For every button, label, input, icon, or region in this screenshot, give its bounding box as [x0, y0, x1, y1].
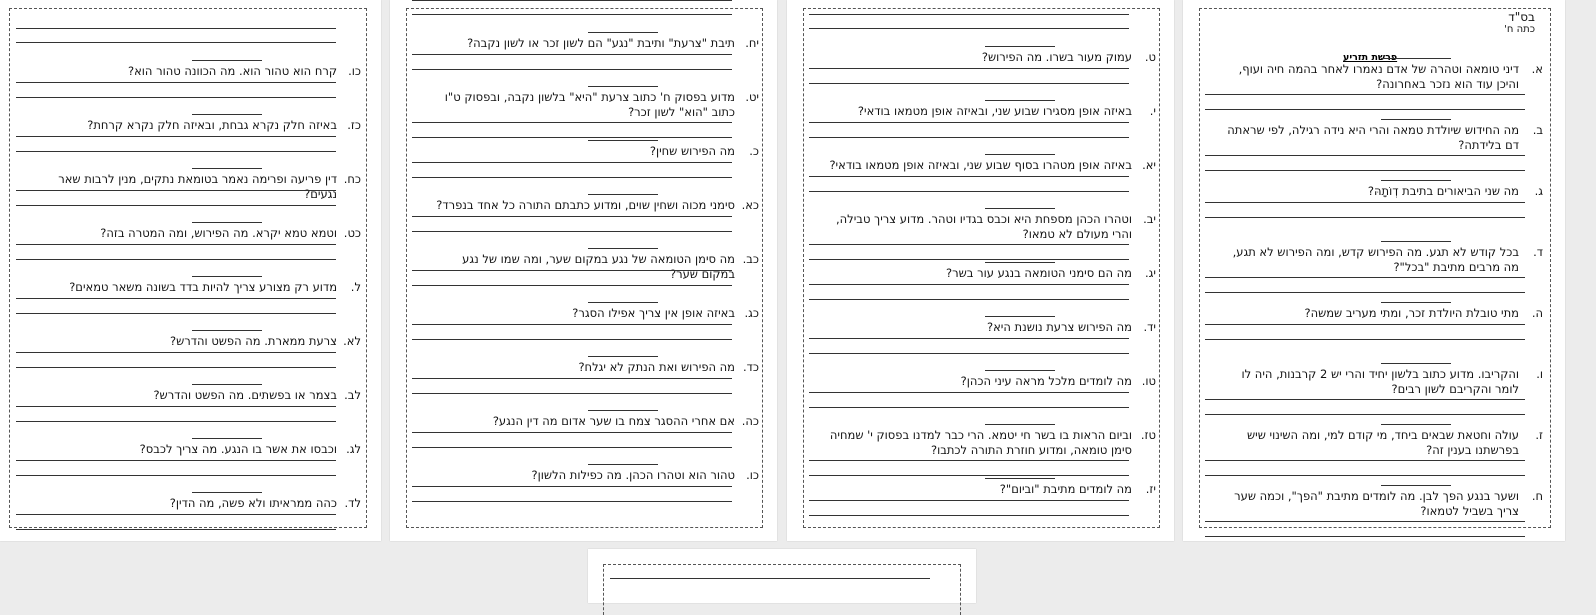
answer-line[interactable]: [192, 384, 262, 385]
question-item: [26, 64, 361, 79]
question-number: י.: [1149, 104, 1156, 118]
answer-line[interactable]: [412, 0, 732, 1]
answer-line[interactable]: [1381, 241, 1451, 242]
answer-line[interactable]: [412, 177, 732, 178]
question-text: מתי טובלת היולדת זכר, ומתי מעריב שמשה?: [1304, 306, 1519, 320]
question-number: יג.: [1145, 266, 1156, 280]
question-item: [424, 144, 759, 159]
question-item: [821, 104, 1156, 119]
question-item: [1213, 306, 1543, 321]
question-text: דיני טומאה וטהרה של אדם נאמרו לאחר בהמה חיה ועוף, והיכן עוד הוא נזכר באחרונה?: [1238, 62, 1519, 91]
answer-line[interactable]: [192, 492, 262, 493]
question-text: באיזה חלק נקרא גבחת, ובאיזה חלק נקרא קרחת?: [87, 118, 337, 132]
question-text: באיזה אופן אין צריך אפילו הסגר?: [572, 306, 735, 320]
question-number: יב.: [1143, 212, 1156, 226]
question-text: מה הפירוש צרעת נושנת היא?: [987, 320, 1132, 334]
answer-line[interactable]: [412, 432, 732, 433]
answer-line[interactable]: [412, 122, 732, 123]
question-item: [26, 280, 361, 295]
question-item: [821, 320, 1156, 335]
worksheet-page-4: [0, 0, 381, 541]
question-number: לג.: [346, 442, 361, 456]
question-number: טו.: [1141, 374, 1156, 388]
answer-line[interactable]: [1205, 475, 1525, 476]
worksheet-page-2: [787, 0, 1174, 541]
question-number: כב.: [742, 252, 759, 266]
question-text: והקריבו. מדוע כתוב בלשון יחיד והרי יש 2 קרבנות, היה לו לומר והקריבם לשון רבים?: [1241, 367, 1519, 396]
answer-line[interactable]: [1205, 339, 1525, 340]
question-item: [821, 482, 1156, 497]
answer-line[interactable]: [192, 114, 262, 115]
answer-line[interactable]: [1381, 424, 1451, 425]
answer-line[interactable]: [16, 421, 336, 422]
question-item: [424, 36, 759, 51]
answer-line[interactable]: [809, 407, 1129, 408]
question-text: תיבת "צרעת" ותיבת "נגע" הם לשון זכר או לשון נקבה?: [467, 36, 735, 50]
question-number: לד.: [344, 496, 361, 510]
question-item: [1213, 123, 1543, 153]
question-item: [26, 226, 361, 241]
answer-line[interactable]: [1381, 363, 1451, 364]
answer-line[interactable]: [412, 14, 732, 15]
answer-line[interactable]: [809, 137, 1129, 138]
answer-line[interactable]: [16, 82, 336, 83]
answer-line[interactable]: [809, 460, 1129, 461]
answer-line[interactable]: [192, 438, 262, 439]
answer-line[interactable]: [588, 302, 658, 303]
answer-line[interactable]: [985, 154, 1055, 155]
answer-line[interactable]: [985, 424, 1055, 425]
answer-line[interactable]: [16, 460, 336, 461]
answer-line[interactable]: [192, 222, 262, 223]
answer-line[interactable]: [809, 284, 1129, 285]
answer-line[interactable]: [1205, 414, 1525, 415]
question-item: [424, 252, 759, 282]
question-text: מה לומדים מלכל מראה עיני הכהן?: [960, 374, 1132, 388]
question-number: יט.: [745, 90, 759, 104]
question-item: [424, 414, 759, 429]
answer-line[interactable]: [809, 14, 1129, 15]
question-item: [1213, 245, 1543, 275]
answer-line[interactable]: [809, 299, 1129, 300]
question-number: לב.: [344, 388, 361, 402]
answer-line[interactable]: [809, 353, 1129, 354]
answer-line[interactable]: [985, 262, 1055, 263]
question-text: סימני מכוה ושחין שוים, ומדוע כתבתם התורה כל אחד בנפרד?: [436, 198, 735, 212]
question-text: מה הפירוש שחין?: [649, 144, 735, 158]
question-number: ג.: [1534, 184, 1543, 198]
answer-line[interactable]: [412, 231, 732, 232]
answer-line[interactable]: [16, 205, 336, 206]
question-item: [424, 90, 759, 120]
question-item: [1213, 428, 1543, 458]
question-number: כט.: [343, 226, 361, 240]
page-border: [603, 564, 961, 615]
question-number: כה.: [741, 414, 759, 428]
question-text: וביום הראות בו בשר חי יטמא. הרי כבר למדנו בפסוק י' שמחיה סימן טומאה, ומדוע חוזרת התורה לכתבו?: [829, 428, 1132, 457]
question-number: ל.: [350, 280, 361, 294]
question-number: יד.: [1143, 320, 1156, 334]
answer-line[interactable]: [588, 86, 658, 87]
answer-line[interactable]: [1205, 399, 1525, 400]
answer-line[interactable]: [809, 392, 1129, 393]
question-item: [1213, 489, 1543, 519]
answer-line[interactable]: [985, 100, 1055, 101]
answer-line[interactable]: [588, 194, 658, 195]
question-number: ב.: [1532, 123, 1543, 137]
answer-line[interactable]: [1205, 277, 1525, 278]
answer-line[interactable]: [16, 352, 336, 353]
answer-line[interactable]: [192, 60, 262, 61]
question-text: ושער בנגע הפך לבן. מה לומדים מתיבת "הפך", וכמה שער צריך בשביל לטמאו?: [1234, 489, 1519, 518]
parsha-title: פרשת תזריע: [1343, 52, 1398, 63]
answer-line[interactable]: [588, 140, 658, 141]
worksheet-page-3: [390, 0, 777, 541]
question-number: כג.: [744, 306, 759, 320]
answer-line[interactable]: [412, 54, 732, 55]
answer-line[interactable]: [16, 298, 336, 299]
answer-line[interactable]: [16, 151, 336, 152]
question-text: באיזה אופן מסגירו שבוע שני, ובאיזה אופן מטמאו בודאי?: [857, 104, 1132, 118]
answer-line[interactable]: [1381, 58, 1451, 59]
question-item: [821, 212, 1156, 242]
question-text: וטהרו הכהן מספחת היא וכבס בגדיו וטהר. מדוע צריך טבילה, והרי מעולם לא טמאו?: [836, 212, 1132, 241]
answer-line[interactable]: [16, 97, 336, 98]
answer-line[interactable]: [588, 464, 658, 465]
answer-line[interactable]: [16, 367, 336, 368]
answer-line[interactable]: [809, 338, 1129, 339]
question-item: [1213, 184, 1543, 199]
answer-line[interactable]: [1205, 324, 1525, 325]
answer-line[interactable]: [412, 486, 732, 487]
question-text: עולה וחטאת שבאים ביחד, מי קודם למי, ומה השינוי שיש בפרשתנו בענין זה?: [1246, 428, 1519, 457]
question-item: [821, 428, 1156, 458]
question-text: מה סימן הטומאה של נגע במקום שער, ומה שמו של נגע במקום שער?: [462, 252, 735, 281]
question-text: בכל קודש לא תגע. מה הפירוש קדש, ומה הפירוש לא תגע, מה מרבים מתיבת "בכל"?: [1232, 245, 1519, 274]
question-item: [821, 50, 1156, 65]
question-text: וטמא טמא יקרא. מה הפירוש, ומה המטרה בזה?: [100, 226, 337, 240]
answer-line[interactable]: [985, 208, 1055, 209]
answer-line[interactable]: [985, 46, 1055, 47]
question-number: יז.: [1145, 482, 1156, 496]
answer-line[interactable]: [809, 122, 1129, 123]
question-text: וכבסו את אשר בו הנגע. מה צריך לכבס?: [139, 442, 337, 456]
question-number: א.: [1531, 62, 1543, 76]
answer-line[interactable]: [192, 330, 262, 331]
answer-line[interactable]: [809, 500, 1129, 501]
question-text: בצמר או בפשתים. מה הפשט והדרש?: [153, 388, 337, 402]
answer-line[interactable]: [1381, 119, 1451, 120]
answer-line[interactable]: [16, 406, 336, 407]
question-number: ז.: [1535, 428, 1543, 442]
answer-line[interactable]: [809, 191, 1129, 192]
answer-line[interactable]: [16, 475, 336, 476]
answer-line[interactable]: [809, 515, 1129, 516]
answer-line[interactable]: [412, 162, 732, 163]
question-item: [26, 118, 361, 133]
question-text: באיזה אופן מטהרו בסוף שבוע שני, ובאיזה אופן מטמאו בודאי?: [829, 158, 1132, 172]
question-text: כהה ממראיתו ולא פשה, מה הדין?: [169, 496, 337, 510]
question-number: כח.: [343, 172, 361, 186]
question-item: [821, 374, 1156, 389]
answer-line[interactable]: [1381, 180, 1451, 181]
question-text: מה החידוש שיולדת טמאה והרי היא נידה רגילה, לפי שראתה דם בלידתה?: [1227, 123, 1519, 152]
answer-line[interactable]: [588, 356, 658, 357]
answer-line: [610, 578, 930, 579]
question-item: [424, 198, 759, 213]
question-number: כו.: [746, 468, 759, 482]
question-text: מה שני הביאורים בתיבת דְוֹתָהּ?: [1367, 184, 1519, 198]
question-text: טהור הוא וטהרו הכהן. מה כפילות הלשון?: [531, 468, 735, 482]
question-number: ט.: [1144, 50, 1156, 64]
answer-line[interactable]: [16, 259, 336, 260]
question-item: [424, 360, 759, 375]
answer-line[interactable]: [985, 478, 1055, 479]
answer-line[interactable]: [809, 176, 1129, 177]
question-text: צרעת ממארת. מה הפשט והדרש?: [170, 334, 337, 348]
answer-line[interactable]: [16, 244, 336, 245]
question-number: ה.: [1531, 306, 1543, 320]
question-number: ח.: [1531, 489, 1543, 503]
answer-line[interactable]: [16, 136, 336, 137]
worksheet-page-1: [1183, 0, 1565, 541]
answer-line[interactable]: [192, 168, 262, 169]
question-number: יח.: [745, 36, 759, 50]
question-number: כד.: [742, 360, 759, 374]
answer-line[interactable]: [1205, 217, 1525, 218]
bsd-header: בס"ד: [1508, 10, 1535, 24]
answer-line[interactable]: [412, 69, 732, 70]
question-number: כא.: [741, 198, 759, 212]
question-item: [821, 266, 1156, 281]
answer-line[interactable]: [588, 410, 658, 411]
question-number: טז.: [1140, 428, 1156, 442]
question-number: כז.: [347, 118, 361, 132]
answer-line[interactable]: [1205, 155, 1525, 156]
question-item: [1213, 367, 1543, 397]
answer-line[interactable]: [412, 447, 732, 448]
answer-line[interactable]: [412, 339, 732, 340]
answer-line[interactable]: [412, 216, 732, 217]
grade-label: כתה ח': [1504, 24, 1535, 35]
question-item: [26, 442, 361, 457]
question-number: ו.: [1536, 367, 1543, 381]
answer-line[interactable]: [809, 83, 1129, 84]
answer-line[interactable]: [1205, 109, 1525, 110]
question-text: מה הם סימני הטומאה בנגע עור בשר?: [946, 266, 1132, 280]
answer-line[interactable]: [985, 316, 1055, 317]
question-text: דין פריעה ופרימה נאמר בטומאת נתקים, מנין לרבות שאר נגעים?: [58, 172, 337, 201]
worksheet-page-5: [588, 549, 976, 603]
answer-line[interactable]: [809, 244, 1129, 245]
answer-line[interactable]: [1205, 292, 1525, 293]
question-text: עמוק מעור בשרו. מה הפירוש?: [981, 50, 1132, 64]
answer-line[interactable]: [192, 276, 262, 277]
question-item: [1213, 62, 1543, 92]
answer-line[interactable]: [809, 28, 1129, 29]
question-text: קרח הוא טהור הוא. מה הכוונה טהור הוא?: [127, 64, 337, 78]
question-number: כו.: [348, 64, 361, 78]
answer-line[interactable]: [1205, 170, 1525, 171]
answer-line[interactable]: [412, 324, 732, 325]
answer-line[interactable]: [412, 285, 732, 286]
question-text: מדוע רק מצורע צריך להיות בדד בשונה משאר טמאים?: [69, 280, 337, 294]
question-text: מדוע בפסוק ח' כתוב צרעת "היא" בלשון נקבה, ובפסוק ט"ו כתוב "הוא" לשון זכר?: [444, 90, 735, 119]
question-item: [26, 496, 361, 511]
answer-line[interactable]: [1205, 536, 1525, 537]
answer-line[interactable]: [985, 370, 1055, 371]
answer-line[interactable]: [1205, 521, 1525, 522]
answer-line[interactable]: [1205, 460, 1525, 461]
answer-line[interactable]: [1381, 485, 1451, 486]
answer-line[interactable]: [1205, 202, 1525, 203]
answer-line[interactable]: [588, 32, 658, 33]
answer-line[interactable]: [412, 393, 732, 394]
answer-line[interactable]: [809, 475, 1129, 476]
question-item: [26, 334, 361, 349]
answer-line[interactable]: [16, 42, 336, 43]
answer-line[interactable]: [412, 137, 732, 138]
answer-line[interactable]: [809, 68, 1129, 69]
answer-line[interactable]: [1205, 94, 1525, 95]
answer-line[interactable]: [16, 529, 336, 530]
question-text: מה הפירוש ואת הנתק לא יגלח?: [578, 360, 735, 374]
question-item: [424, 306, 759, 321]
answer-line[interactable]: [16, 28, 336, 29]
answer-line[interactable]: [412, 501, 732, 502]
question-text: מה לומדים מתיבת "וביום"?: [999, 482, 1132, 496]
question-number: לא.: [343, 334, 361, 348]
answer-line[interactable]: [412, 378, 732, 379]
answer-line[interactable]: [1381, 302, 1451, 303]
question-item: [26, 172, 361, 202]
answer-line[interactable]: [809, 259, 1129, 260]
answer-line[interactable]: [16, 514, 336, 515]
answer-line[interactable]: [412, 270, 732, 271]
question-number: כ.: [749, 144, 759, 158]
question-item: [26, 388, 361, 403]
answer-line[interactable]: [16, 313, 336, 314]
question-number: יא.: [1142, 158, 1156, 172]
question-number: ד.: [1533, 245, 1543, 259]
answer-line[interactable]: [16, 190, 336, 191]
question-item: [821, 158, 1156, 173]
question-item: [424, 468, 759, 483]
answer-line[interactable]: [588, 248, 658, 249]
question-text: אם אחרי ההסגר צמח בו שער אדום מה דין הנגע?: [492, 414, 735, 428]
